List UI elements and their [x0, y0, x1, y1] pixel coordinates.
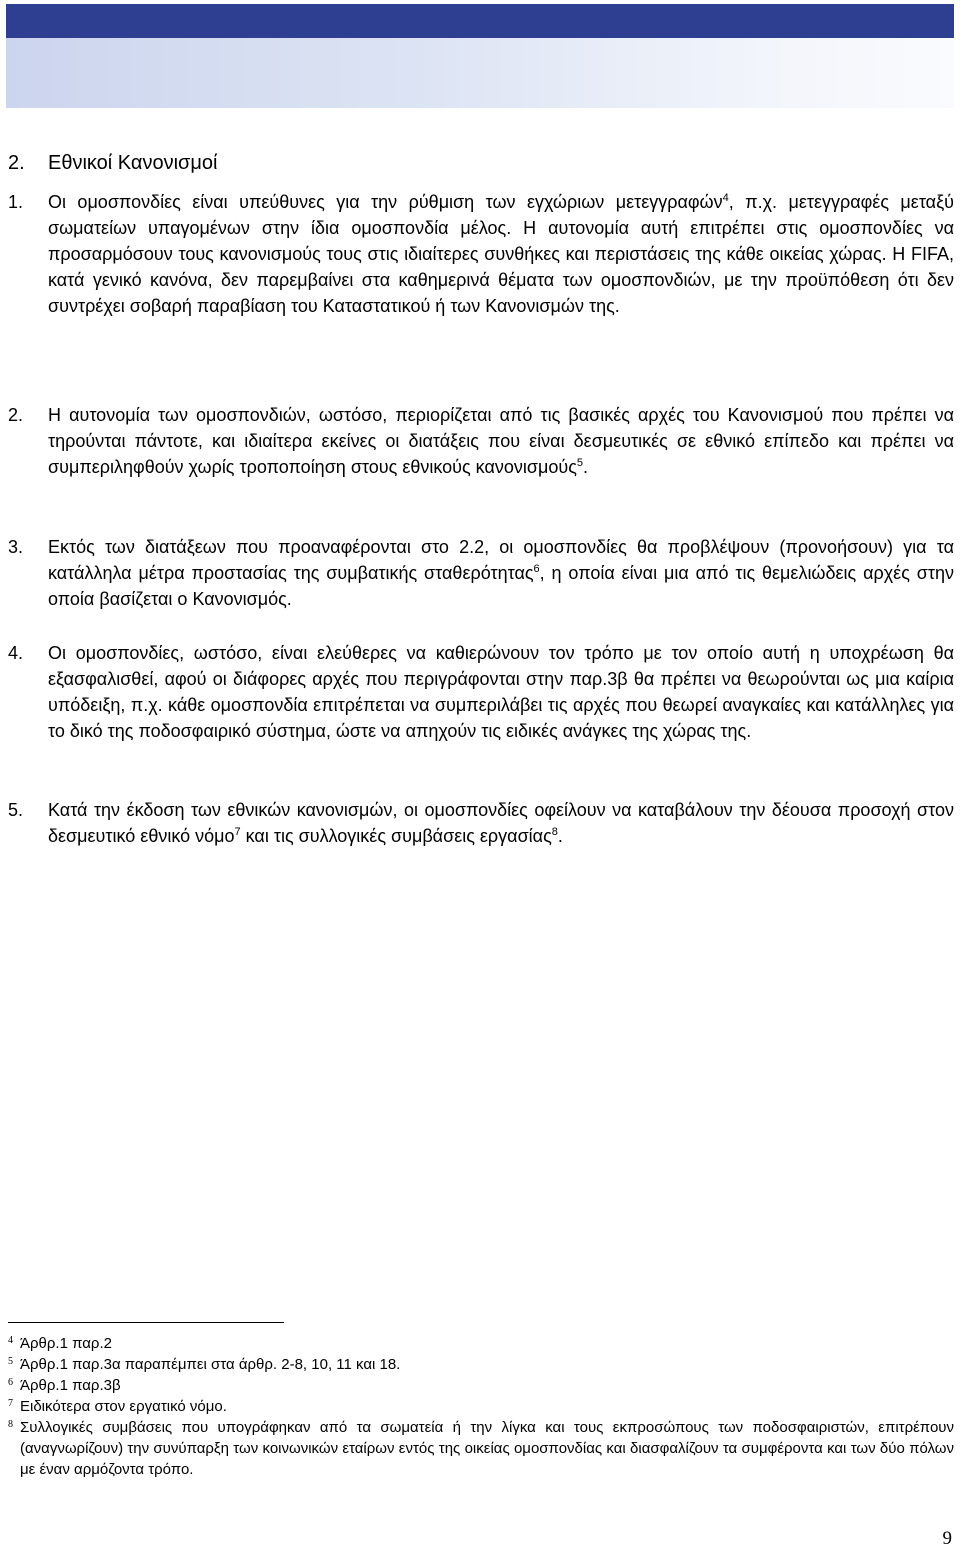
- paragraph-text: και τις συλλογικές συμβάσεις εργασίας: [240, 826, 552, 846]
- footnotes: [8, 1333, 954, 1480]
- paragraph-body: [48, 402, 954, 480]
- footnote-separator: [8, 1322, 284, 1323]
- paragraph-text: .: [557, 826, 563, 846]
- footnote-8: [8, 1417, 954, 1480]
- footnote-ref[interactable]: 8: [551, 826, 558, 838]
- paragraph-number: 5.: [8, 800, 24, 820]
- footnote-text: Ειδικότερα στον εργατικό νόμο.: [20, 1398, 227, 1415]
- footnote-text: Άρθρ.1 παρ.3β: [20, 1377, 121, 1394]
- paragraph-number: 2.: [8, 405, 24, 425]
- paragraph-3: [8, 534, 954, 612]
- footnote-ref[interactable]: 6: [533, 563, 540, 575]
- footnote-4: [8, 1333, 954, 1354]
- paragraph-number: 4.: [8, 643, 24, 663]
- paragraph-number: 1.: [8, 192, 24, 212]
- footnote-ref[interactable]: 7: [234, 826, 241, 838]
- section-number: 2.: [8, 152, 25, 174]
- paragraph-body: [48, 534, 954, 612]
- paragraph-5: [8, 797, 954, 849]
- paragraph-1: [8, 189, 954, 319]
- section-title: Εθνικοί Κανονισμοί: [48, 152, 218, 174]
- paragraph-text: , π.χ. μετεγγραφές μεταξύ σωματείων υπαγομένων στην ίδια ομοσπονδία μέλος. Η αυτονομία αυτή επιτρέπει στις ομοσπονδίες να προσαρμόσουν τους κανονισμούς τους στις ιδιαίτερες συνθήκες και περιστάσεις της κάθε οικείας χώρας. Η FIFA, κατά γενικό κανόνα, δεν παρεμβαίνει στα καθημερινά θέματα των ομοσπονδιών, με την προϋπόθεση ότι δεν συντρέχει σοβαρή παραβίαση του Καταστατικού ή των Κανονισμών της.: [48, 192, 954, 316]
- footnote-7: [8, 1396, 954, 1417]
- paragraph-number: 3.: [8, 537, 24, 557]
- paragraph-body: Οι ομοσπονδίες, ωστόσο, είναι ελεύθερες να καθιερώνουν τον τρόπο με τον οποίο αυτή η υποχρέωση θα εξασφαλισθεί, αφού οι διάφορες αρχές που περιγράφονται στην παρ.3β θα πρέπει να θεωρούνται ως μια καίρια υπόδειξη, π.χ. κάθε ομοσπονδία επιτρέπεται να συμπεριλάβει τις αρχές που θεωρεί αναγκαίες και κατάλληλες για το δικό της ποδοσφαιρικό σύστημα, ώστε να απηχούν τις ειδικές ανάγκες της χώρας της.: [48, 643, 954, 741]
- page-number: 9: [942, 1528, 952, 1549]
- paragraph-body: [48, 797, 954, 849]
- footnote-number: 6: [8, 1377, 13, 1388]
- footnote-text: Συλλογικές συμβάσεις που υπογράφηκαν από τα σωματεία ή την λίγκα και τους εκπροσώπους των ποδοσφαιριστών, επιτρέπουν (αναγνωρίζουν) την συνύπαρξη των κοινωνικών εταίρων εντός της οικείας ομοσπονδίας και διασφαλίζουν τα συμφέροντα και των δύο πόλων με έναν αρμόζοντα τρόπο.: [20, 1419, 954, 1478]
- paragraph-body: [48, 189, 954, 319]
- footnote-number: 4: [8, 1335, 13, 1346]
- footnote-number: 8: [8, 1419, 13, 1430]
- header-bar: [6, 4, 954, 38]
- footnote-number: 7: [8, 1398, 13, 1409]
- paragraph-2: [8, 402, 954, 480]
- footnote-5: [8, 1354, 954, 1375]
- paragraph-text: Κατά την έκδοση των εθνικών κανονισμών, οι ομοσπονδίες οφείλουν να καταβάλουν την δέουσα προσοχή στον δεσμευτικό εθνικό νόμο: [48, 800, 954, 846]
- paragraph-text: Εκτός των διατάξεων που προαναφέρονται στο 2.2, οι ομοσπονδίες θα προβλέψουν (προνοήσουν) για τα κατάλληλα μέτρα προστασίας της συμβατικής σταθερότητας: [48, 537, 954, 583]
- section-heading: [8, 150, 217, 176]
- paragraph-text: Η αυτονομία των ομοσπονδιών, ωστόσο, περιορίζεται από τις βασικές αρχές του Κανονισμού που πρέπει να τηρούνται πάντοτε, και ιδιαίτερα εκείνες οι διατάξεις που είναι δεσμευτικές σε εθνικό επίπεδο και πρέπει να συμπεριληφθούν χωρίς τροποποίηση στους εθνικούς κανονισμούς: [48, 405, 954, 477]
- paragraph-text: , η οποία είναι μια από τις θεμελιώδεις αρχές στην οποία βασίζεται ο Κανονισμός.: [48, 563, 954, 609]
- footnote-6: [8, 1375, 954, 1396]
- footnote-ref[interactable]: 4: [722, 192, 729, 204]
- footnote-text: Άρθρ.1 παρ.3α παραπέμπει στα άρθρ. 2-8, 10, 11 και 18.: [20, 1356, 401, 1373]
- paragraph-text: .: [583, 457, 589, 477]
- header-gradient-band: [6, 38, 954, 108]
- paragraph-text: Οι ομοσπονδίες είναι υπεύθυνες για την ρύθμιση των εγχώριων μετεγγραφών: [48, 192, 723, 212]
- footnote-text: Άρθρ.1 παρ.2: [20, 1335, 112, 1352]
- paragraph-4: [8, 640, 954, 744]
- footnote-number: 5: [8, 1356, 13, 1367]
- footnote-ref[interactable]: 5: [576, 457, 583, 469]
